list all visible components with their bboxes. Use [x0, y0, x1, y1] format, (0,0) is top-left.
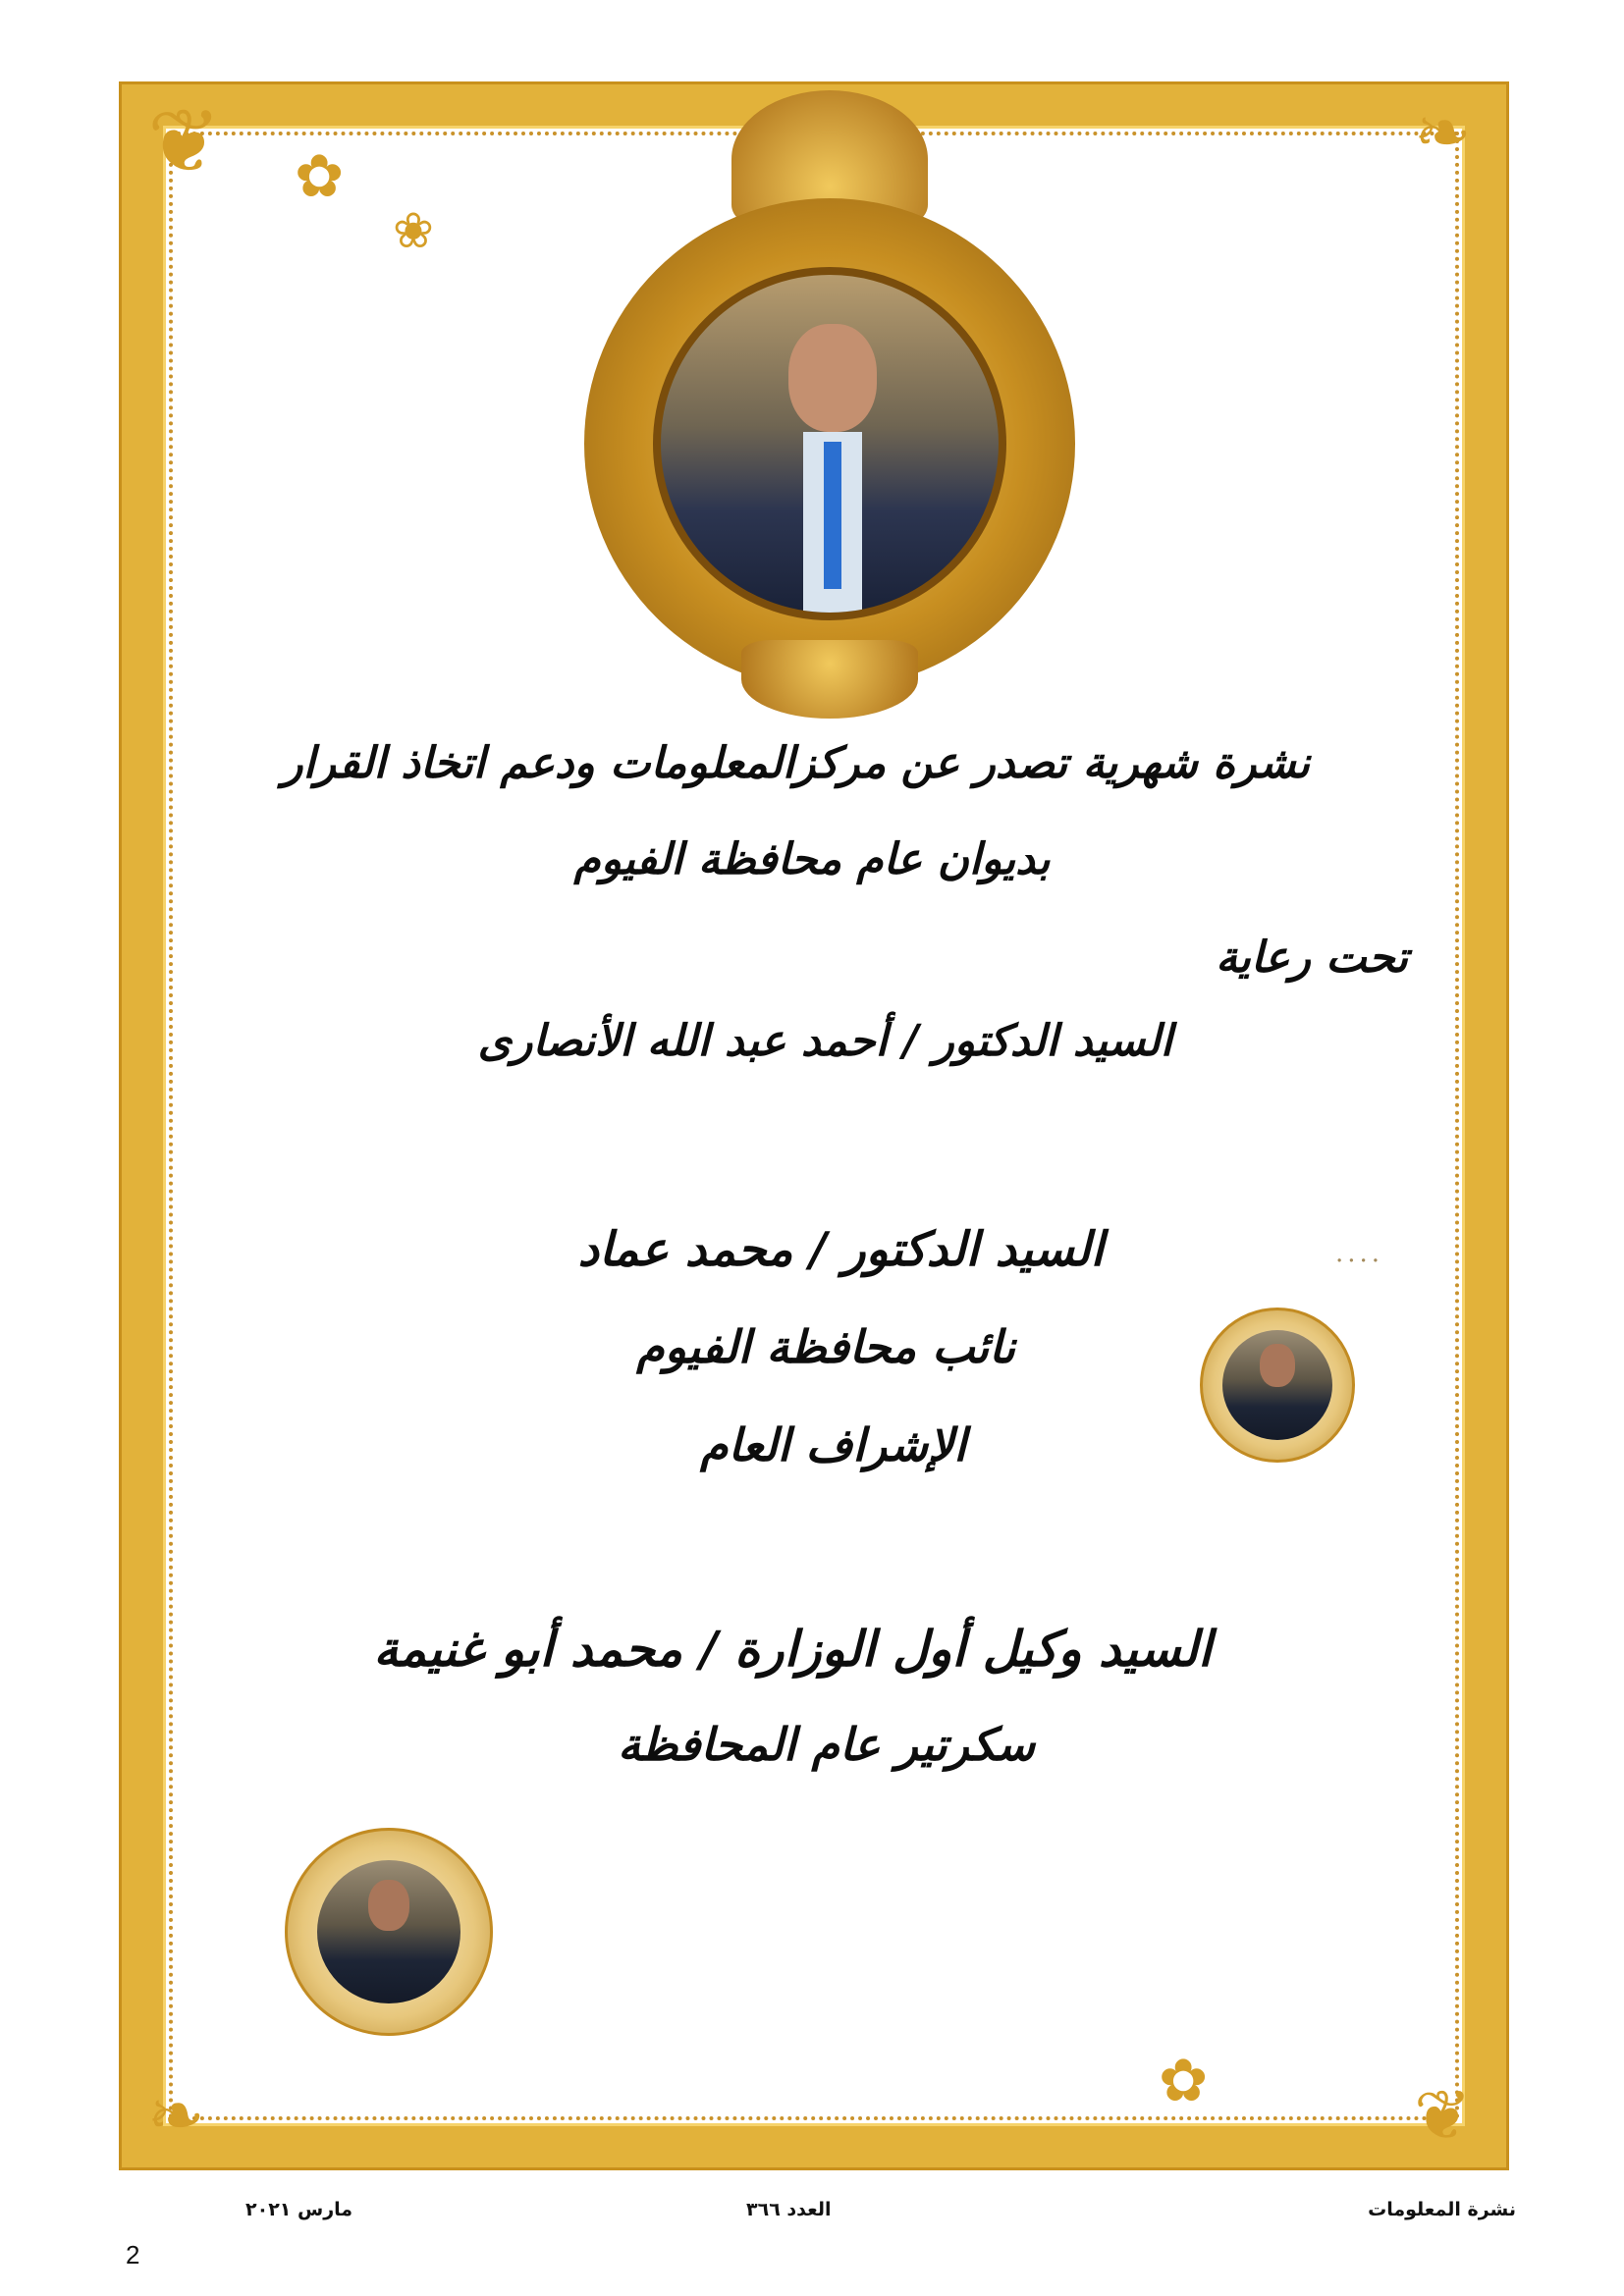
footer-issue: العدد ٣٦٦ — [746, 2199, 832, 2220]
patronage-label: تحت رعاية — [1216, 933, 1408, 983]
corner-flourish-icon: ❦ — [1414, 2075, 1472, 2156]
deputy-role: الإشراف العام — [700, 1418, 966, 1471]
deputy-title: نائب محافظة الفيوم — [636, 1320, 1015, 1373]
decorative-dots: .... — [1335, 1239, 1384, 1268]
deputy-portrait — [1200, 1308, 1355, 1463]
vine-flourish-icon: ✿ — [1159, 2047, 1209, 2115]
secretary-title: سكرتير عام المحافظة — [618, 1718, 1035, 1771]
secretary-portrait — [285, 1828, 493, 2036]
vine-flourish-icon: ❀ — [393, 202, 434, 259]
governor-photo — [653, 267, 1006, 620]
medallion-foot — [741, 640, 918, 719]
footer-date: مارس ٢٠٢١ — [245, 2199, 353, 2220]
deputy-name: السيد الدكتور / محمد عماد — [577, 1222, 1104, 1277]
corner-flourish-icon: ❧ — [1414, 92, 1472, 173]
governor-medallion — [545, 90, 1114, 719]
corner-flourish-icon: ❦ — [147, 90, 222, 193]
page-number: 2 — [126, 2240, 140, 2269]
governor-name: السيد الدكتور / أحمد عبد الله الأنصارى — [477, 1016, 1172, 1066]
footer-publication: نشرة المعلومات — [1368, 2199, 1516, 2220]
secretary-name: السيد وكيل أول الوزارة / محمد أبو غنيمة — [373, 1620, 1212, 1678]
header-line-1: نشرة شهرية تصدر عن مركزالمعلومات ودعم اتخاذ القرار — [282, 738, 1310, 788]
vine-flourish-icon: ✿ — [295, 142, 345, 211]
corner-flourish-icon: ❧ — [147, 2075, 205, 2156]
header-line-2: بديوان عام محافظة الفيوم — [573, 834, 1051, 884]
